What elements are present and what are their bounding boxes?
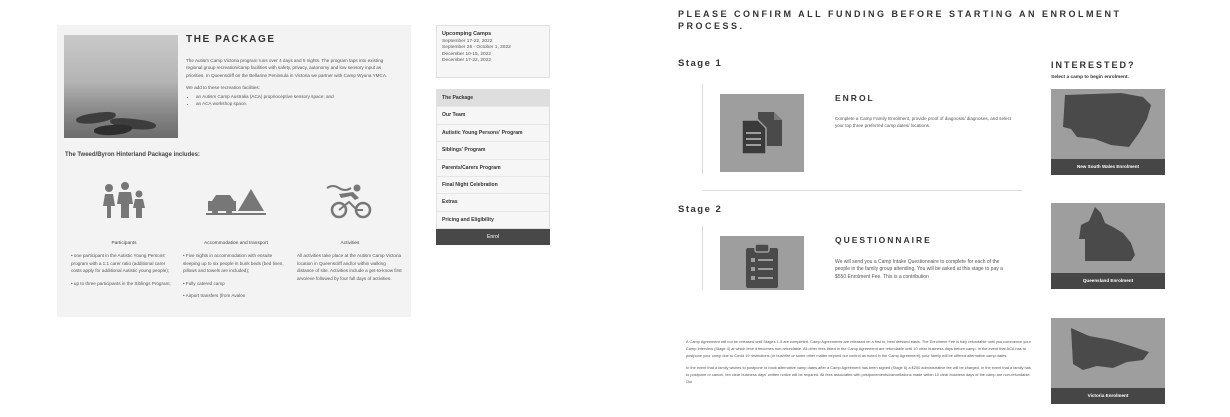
participants-heading: Participants [111,241,137,246]
nsw-enrolment-label: New South Wales Enrolment [1051,159,1165,175]
nsw-enrolment-card[interactable] [1051,89,1165,175]
queensland-enrolment-label: Queensland Enrolment [1051,273,1165,289]
activities-heading: Activities [340,241,360,246]
list-item: • one participant in the Autistic Young Persons' program with a 1:1 carer ratio (additional carer costs apply for additional Autistic young people); [71,253,170,274]
menu-item-siblings-program[interactable]: Siblings' Program [437,142,549,159]
list-item: • Fully catered camp [183,280,225,286]
upcoming-camps-heading: Upcomping Camps [442,31,492,37]
menu-item-the-package[interactable]: The Package [437,90,549,107]
interested-subtitle: Select a camp to begin enrolment. [1051,75,1129,80]
menu-item-autistic-young-persons-program[interactable]: Autistic Young Persons' Program [437,125,549,142]
facilities-list [186,93,398,108]
list-item: • up to three participants in the Siblings Program; [71,280,171,286]
menu-item-parents-carers-program[interactable]: Parents/Carers Program [437,160,549,177]
menu-item-extras[interactable]: Extras [437,194,549,211]
package-intro: The Autism Camp Victoria program runs over 4 days and 5 nights. The program taps into existing regional group recreation/camp facilities with safety, privacy, autonomy and low sensory input as priorities. In Queenscliff on the Bellarine Peninsula in Victoria we partner with Camp Wyuna YMCA. [186,58,388,78]
camp-date: September 17-22, 2022 [442,39,493,44]
stage-2-text: We will send you a Camp Intake Questionnaire to complete for each of the people in the family group attending. You will be asked at this stage to pay a $550 Enrolment Fee. This is a contribution [835,259,1003,280]
divider [702,190,1022,191]
package-panel [57,25,411,317]
camp-date: September 26 - October 1, 2022 [442,45,511,51]
victoria-enrolment-card[interactable] [1051,318,1165,404]
upcoming-camps-box [436,25,550,78]
menu-item-final-night-celebration[interactable]: Final Night Celebration [437,177,549,194]
stage-1-label: Stage 1 [678,58,723,69]
fine-print-paragraph: In the event that a family wishes to postpone or book alternative camp dates after a Camp Agreement has been signed (Stage 6) a $200 administrative fee will be charged. In the event that a family has to postpone or cancel, ten clear business days' written notice will be required. All fees associated with postponements/cancellations made within 10 clear business days of the camp are non-refundable. Our [686,365,1031,384]
victoria-map-icon [1051,318,1165,388]
documents-icon [720,94,804,172]
list-item: • an Autism Camp Australia (ACA) proprioceptive sensory space; and [196,93,398,100]
participants-icon [71,175,177,225]
enrol-button[interactable]: Enrol [436,229,550,245]
participants-text [71,252,177,287]
package-nav-menu [436,89,550,229]
package-description [186,57,398,107]
package-title: THE PACKAGE [186,34,276,45]
camp-beach-photo [64,35,178,138]
interested-title: INTERESTED? [1051,60,1136,70]
fine-print [686,338,1031,390]
participants-column [71,175,177,292]
divider [702,84,703,174]
accommodation-column [183,175,289,305]
accommodation-heading: Accommodation and transport [204,241,268,246]
camp-date: December 17-22, 2022 [442,57,492,63]
list-item: • Airport transfers (from Avalon [183,293,246,299]
stage-2-label: Stage 2 [678,204,723,215]
list-item: • Five nights in accommodation with ensuite sleeping up to six people in bunk beds (bed linen, pillows and towels are included); [183,253,284,274]
activities-column [297,175,403,287]
camp-date: December 10-15, 2022 [442,51,492,57]
nsw-map-icon [1051,89,1165,159]
divider [702,226,703,290]
clipboard-icon [720,236,804,290]
stage-1-text: Complete a Camp Family Enrolment, provide proof of diagnosis/ diagnoses, and select your top three preferred camp dates/ locations. [835,116,1012,128]
list-item: All activities take place at the Autism Camp Victoria location in Queenscliff and/or within walking distance of site. Activities include a get-to-know first arvo/eve followed by four full days of activities. [297,253,402,281]
facilities-intro: We add to these recreation facilities: [186,85,260,91]
menu-item-pricing-and-eligibility[interactable]: Pricing and Eligibility [437,212,549,228]
accommodation-icon [183,175,289,225]
queensland-map-icon [1051,203,1165,273]
victoria-enrolment-label: Victoria Enrolment [1051,388,1165,404]
funding-notice: PLEASE CONFIRM ALL FUNDING BEFORE STARTING AN ENROLMENT PROCESS. [678,9,1122,31]
package-subheading: The Tweed/Byron Hinterland Package includes: [65,152,200,158]
fine-print-paragraph: A Camp Agreement will not be released until Stages 1-5 are completed. Camp Agreements are released on a first in, best dressed basis. The Enrolment Fee is fully refundable until you commence your Camp Interview (Stage 4) at which time it becomes non-refundable. All other fees listed in the Camp Agreement are refundable until 10 clear business days before camp. In the event that ACA has to postpone your camp due to Covid 19 restrictions (or bushfire or some other matter beyond our control as noted in the Camp Agreement), your family will be offered alternative camp dates. [686,339,1031,358]
list-item: • an ACA workshop space. [196,100,398,107]
accommodation-text [183,252,289,300]
stage-1-title: ENROL [835,93,875,103]
stage-2-title: QUESTIONNAIRE [835,235,932,245]
activities-text [297,252,403,282]
activities-icon [297,175,403,225]
queensland-enrolment-card[interactable] [1051,203,1165,289]
menu-item-our-team[interactable]: Our Team [437,107,549,124]
